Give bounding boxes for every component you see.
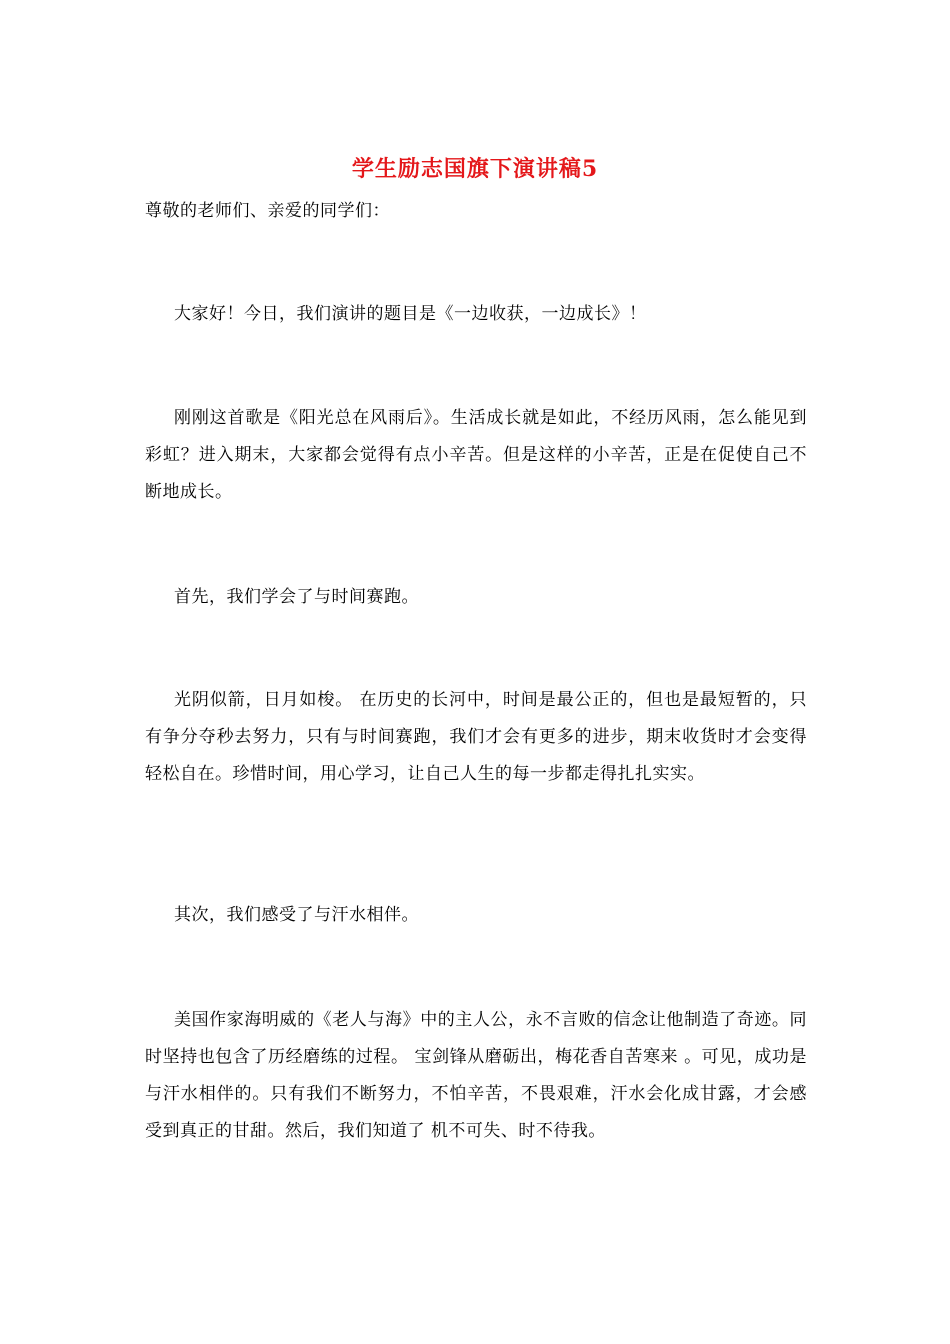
paragraph-song: 刚刚这首歌是《阳光总在风雨后》。生活成长就是如此，不经历风雨，怎么能见到彩虹？进入期末，大家都会觉得有点小辛苦。但是这样的小辛苦，正是在促使自己不断地成长。	[145, 408, 807, 502]
paragraph-second-point: 其次，我们感受了与汗水相伴。	[174, 905, 419, 925]
paragraph-hemingway: 美国作家海明威的《老人与海》中的主人公，永不言败的信念让他制造了奇迹。同时坚持也包含了历经磨练的过程。 宝剑锋从磨砺出，梅花香自苦寒来 。可见，成功是与汗水相伴的。只有我们不断努力，不怕辛苦，不畏艰难，汗水会化成甘露，才会感受到真正的甘甜。然后，我们知道了 机不可失、时不待我。	[145, 1010, 807, 1141]
paragraph-first-point: 首先，我们学会了与时间赛跑。	[174, 587, 419, 607]
document-title: 学生励志国旗下演讲稿5	[351, 156, 599, 182]
salutation: 尊敬的老师们、亲爱的同学们：	[145, 201, 390, 221]
paragraph-greeting: 大家好！今日，我们演讲的题目是《一边收获，一边成长》！	[174, 304, 647, 324]
paragraph-time: 光阴似箭，日月如梭。 在历史的长河中，时间是最公正的，但也是最短暂的，只有争分夺秒去努力，只有与时间赛跑，我们才会有更多的进步，期末收货时才会变得轻松自在。珍惜时间，用心学习，让自己人生的每一步都走得扎扎实实。	[145, 690, 807, 784]
